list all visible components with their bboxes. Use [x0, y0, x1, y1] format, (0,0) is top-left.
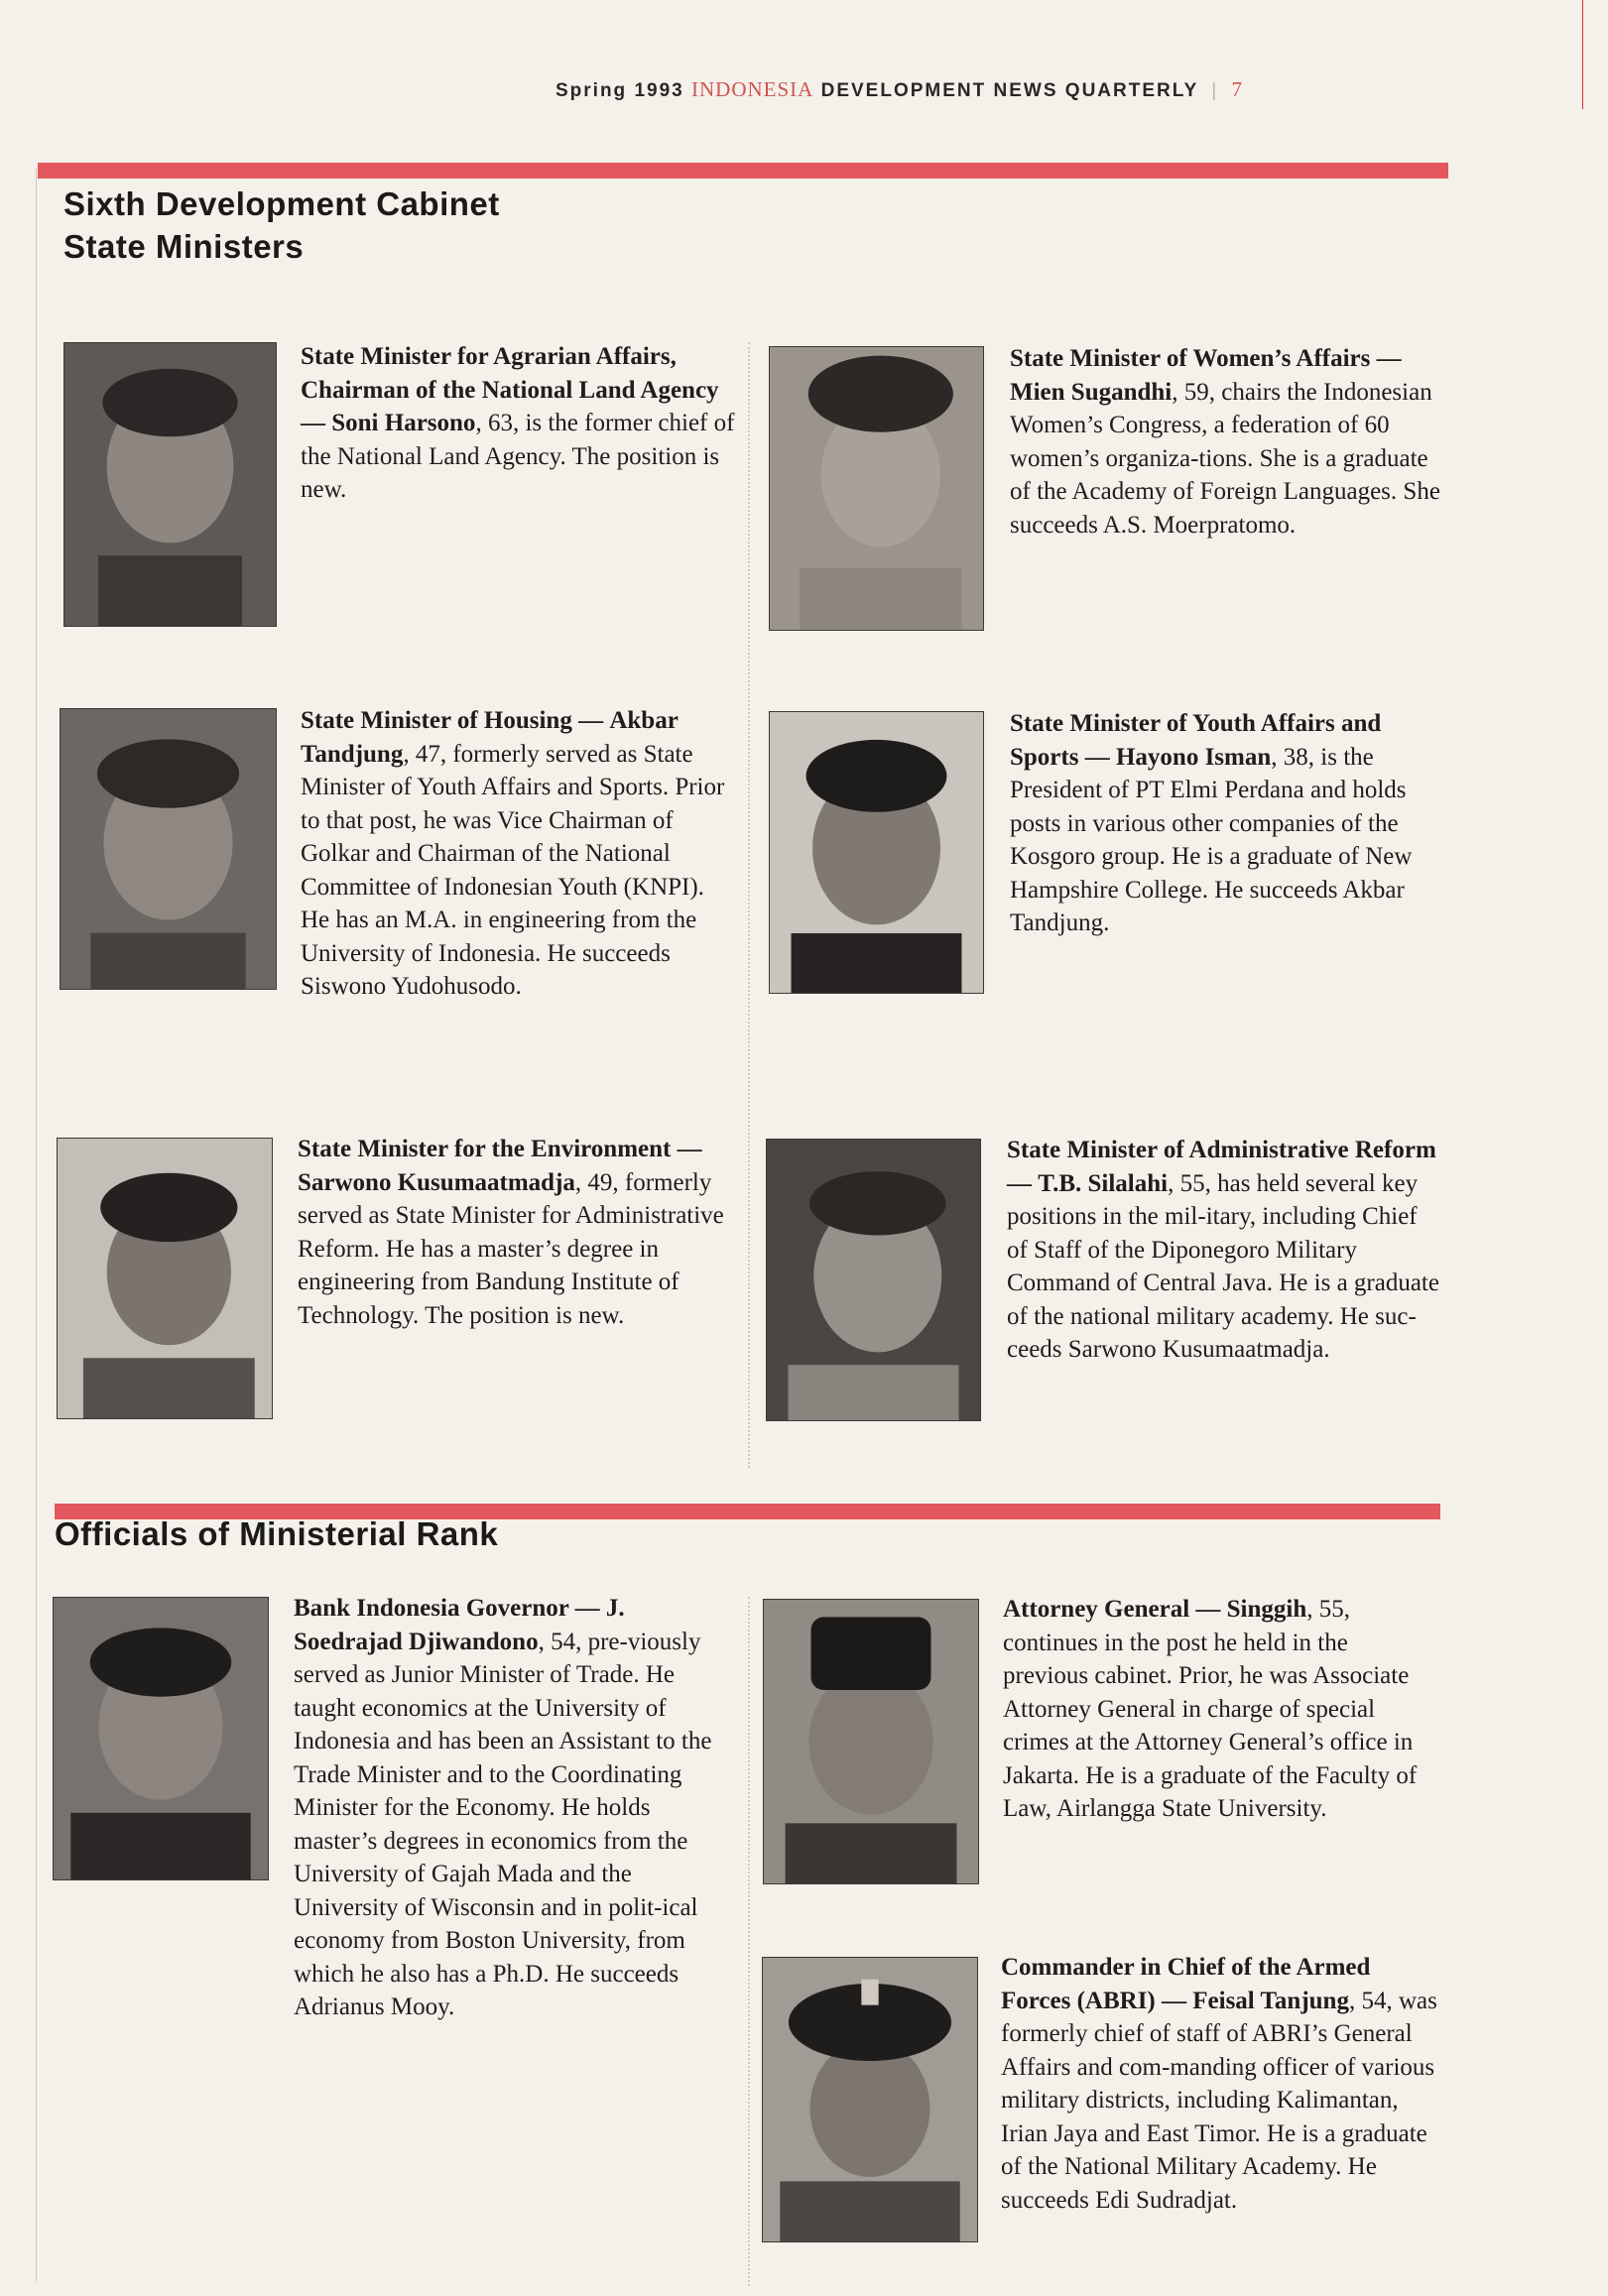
portrait-photo-singgih — [763, 1599, 979, 1884]
bio-entry — [301, 340, 737, 507]
bio-name: Mien Sugandhi — [1010, 378, 1173, 406]
portrait-photo-isman — [769, 711, 984, 994]
header-publication: DEVELOPMENT NEWS QUARTERLY — [820, 80, 1198, 101]
header-season: Spring 1993 — [556, 80, 684, 101]
bio-text: , 55, has held several key positions in the mil-itary, including Chief of Staff of the Diponegoro Military Command of Central Java. He is a graduate of the national military academy. He suc-ceeds Sarwono Kusumaatmadja. — [1007, 1169, 1439, 1363]
bio-title: State Minister of Administrative Reform — — [1007, 1137, 1436, 1197]
bio-name: Akbar Tandjung — [301, 707, 679, 768]
bio-name: T.B. Silalahi — [1038, 1169, 1169, 1197]
bio-text: , 38, is the President of PT Elmi Perdana and holds posts in various other companies of the Kosgoro group. He is a graduate of New Hampshire College. He succeeds Akbar Tandjung. — [1010, 743, 1413, 936]
bio-text: , 49, formerly served as State Minister for Administrative Reform. He has a master’s degree in engineering from Bandung Institute of Technology. The position is new. — [298, 1168, 724, 1329]
portrait-photo-djiwandono — [53, 1597, 269, 1880]
bio-title: Bank Indonesia Governor — — [294, 1595, 600, 1622]
bio-title: State Minister of Youth Affairs and Sports — — [1010, 710, 1382, 771]
page-number: 7 — [1231, 77, 1244, 101]
section-title-state-ministers: State Ministers — [63, 228, 305, 265]
bio-text: , 63, is the former chief of the National Land Agency. The position is new. — [301, 410, 735, 503]
bio-title: State Minister of Housing — — [301, 707, 604, 734]
bio-name: Singgih — [1226, 1596, 1307, 1623]
bio-text: , 54, was formerly chief of staff of ABRI’s General Affairs and com-manding officer of various military districts, including Kalimantan, Irian Jaya and East Timor. He is a graduate of the National Military Academy. He succeeds Edi Sudradjat. — [1001, 1987, 1437, 2214]
bio-name: J. Soedrajad Djiwandono — [294, 1595, 625, 1655]
page-edge-rule — [1582, 0, 1583, 109]
bio-name: Sarwono Kusumaatmadja — [298, 1168, 575, 1196]
portrait-photo-sugandhi — [769, 346, 984, 631]
portrait-photo-kusumaatmadja — [57, 1138, 273, 1419]
bio-entry — [298, 1133, 734, 1332]
header-separator: | — [1211, 80, 1219, 101]
running-header — [556, 77, 1448, 107]
bio-title: Attorney General — — [1003, 1596, 1221, 1623]
bio-title: State Minister of Women’s Affairs — — [1010, 345, 1402, 372]
section-title-officials: Officials of Ministerial Rank — [55, 1515, 499, 1552]
portrait-photo-harsono — [63, 342, 277, 627]
portrait-photo-tandjung — [60, 708, 277, 990]
bio-title: State Minister for the Environment — — [298, 1136, 702, 1162]
header-country: INDONESIA — [691, 77, 814, 101]
bio-text: , 54, pre-viously served as Junior Minister of Trade. He taught economics at the University of Indonesia and has been an Assistant to the Trade Minister and to the Coordinating Minister for the Economy. He holds master’s degrees in economics from the University of Gajah Mada and the University of Wisconsin and in polit-ical economy from Boston University, from which he also has a Ph.D. He succeeds Adrianus Mooy. — [294, 1628, 712, 2020]
bio-text: , 55, continues in the post he held in the previous cabinet. Prior, he was Associate Attorney General in charge of special crimes at the Attorney General’s office in Jakarta. He is a graduate of the Faculty of Law, Airlangga State University. — [1003, 1596, 1418, 1822]
bio-entry — [1007, 1134, 1443, 1367]
portrait-photo-tanjung — [762, 1957, 978, 2242]
bio-name: Hayono Isman — [1115, 743, 1272, 771]
section-title-cabinet: Sixth Development Cabinet — [63, 185, 500, 222]
column-divider — [748, 342, 750, 1468]
bio-text: , 59, chairs the Indonesian Women’s Congress, a federation of 60 women’s organiza-tions. She is a graduate of the Academy of Foreign Languages. She succeeds A.S. Moerpratomo. — [1010, 378, 1440, 539]
bio-entry — [1010, 707, 1446, 940]
bio-text: , 47, formerly served as State Minister of Youth Affairs and Sports. Prior to that post, he was Vice Chairman of Golkar and Chairman of the National Committee of Indonesian Youth (KNPI). He has an M.A. in engineering from the University of Indonesia. He succeeds Siswono Yudohusodo. — [301, 740, 725, 1000]
bio-entry — [1001, 1951, 1437, 2217]
bio-entry — [1010, 342, 1446, 542]
bio-entry — [1003, 1593, 1439, 1826]
column-divider — [748, 1597, 750, 2286]
section-bar-state-ministers — [38, 163, 1448, 179]
bio-entry — [301, 704, 737, 1004]
bio-title: Commander in Chief of the Armed Forces (ABRI) — — [1001, 1954, 1371, 2014]
portrait-photo-silalahi — [766, 1139, 981, 1421]
bio-name: Soni Harsono — [331, 410, 476, 436]
page-margin-rule — [36, 169, 37, 2281]
bio-entry — [294, 1592, 730, 2024]
bio-name: Feisal Tanjung — [1192, 1987, 1349, 2014]
bio-title: State Minister for Agrarian Affairs, Chairman of the National Land Agency — — [301, 343, 719, 436]
